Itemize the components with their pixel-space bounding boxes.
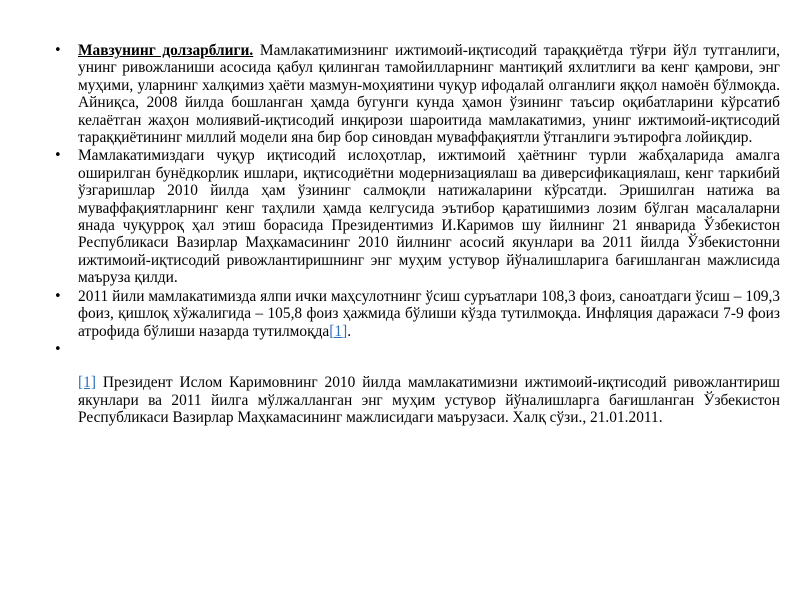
bullet-text: Мамлакатимиздаги чуқур иқтисодий ислоҳотлар, ижтимоий ҳаётнинг турли жабҳаларида амалга оширилган бунёдкорлик ишлари, иқтисодиётни модернизациялаш ва диверсификациялаш, кенг таркибий ўзгаришлар 2010 йилда ҳам ўзининг салмоқли натижаларини кўрсатди. Эришилган натижа ва муваффақиятларнинг кенг таҳлили ҳамда келгусида эътибор қаратишимиз лозим бўлган масалаларни янада чуқурроқ ҳал этиш борасида Президентимиз И.Каримов шу йилнинг 21 январида Ўзбекистон Республикаси Вазирлар Маҳкамасининг 2010 йилнинг асосий якунлари ва 2011 йилда Ўзбекистонни ижтимоий-иқтисодий ривожлантиришнинг энг муҳим устувор йўналишларига бағишланган мажлисида маъруза қилди. bbox=[78, 147, 780, 287]
footnote-backlink[interactable]: [1] bbox=[78, 374, 96, 392]
bullet-list bbox=[48, 42, 780, 358]
bullet-item-relevance bbox=[48, 42, 780, 146]
bullet-text: 2011 йили мамлакатимизда ялпи ички маҳсулотнинг ўсиш суръатлари 108,3 фоиз, саноатдаги ўсиш – 109,3 фоиз, қишлоқ хўжалигида – 105,8 фоиз ҳажмида бўлиши кўзда тутилмоқда. Инфляция даражаси 7-9 фоиз атрофида бўлиши назарда тутилмоқда bbox=[78, 287, 780, 340]
bullet-text-end: . bbox=[347, 322, 352, 340]
footnote bbox=[48, 374, 780, 426]
bullet-marker: • bbox=[54, 288, 62, 304]
bullet-item-reforms bbox=[48, 147, 780, 286]
topic-relevance-heading: Мавзунинг долзарблиги. bbox=[78, 42, 254, 59]
footnote-text: Президент Ислом Каримовнинг 2010 йилда мамлакатимизни ижтимоий-иқтисодий ривожлантириш якунлари ва 2011 йилга мўлжалланган энг муҳим устувор йўналишларга бағишланган Ўзбекистон Республикаси Вазирлар Маҳкамасининг мажлисидаги маърузаси. Халқ сўзи., 21.01.2011. bbox=[78, 374, 780, 427]
footnote-reference-link[interactable]: [1] bbox=[329, 322, 348, 340]
bullet-marker: • bbox=[54, 341, 62, 357]
bullet-item-empty bbox=[48, 341, 780, 358]
bullet-marker: • bbox=[54, 148, 62, 164]
bullet-item-growth bbox=[48, 288, 780, 340]
slide-content bbox=[48, 42, 780, 427]
bullet-marker: • bbox=[54, 43, 62, 58]
bullet-text: Мамлакатимизнинг ижтимоий-иқтисодий тараққиётда тўғри йўл тутганлиги, унинг ривожланиши асосида қабул қилинган тамойилларнинг мантиқий яхлитлиги ва кенг қамрови, энг муҳими, уларнинг халқимиз ҳаёти мазмун-моҳиятини чуқур ифодалай олганлиги яққол намоён бўлмоқда. Айниқса, 2008 йилда бошланган ҳамда бугунги кунда ҳамон ўзининг таъсир оқибатларини кўрсатиб келаётган жаҳон молиявий-иқтисодий инқирози шароитида мамлакатимиз, унинг ижтимоий-иқтисодий тараққиётининг миллий модели яна бир бор синовдан муваффақиятли ўтганлиги эътирофга лойиқдир. bbox=[78, 42, 780, 147]
